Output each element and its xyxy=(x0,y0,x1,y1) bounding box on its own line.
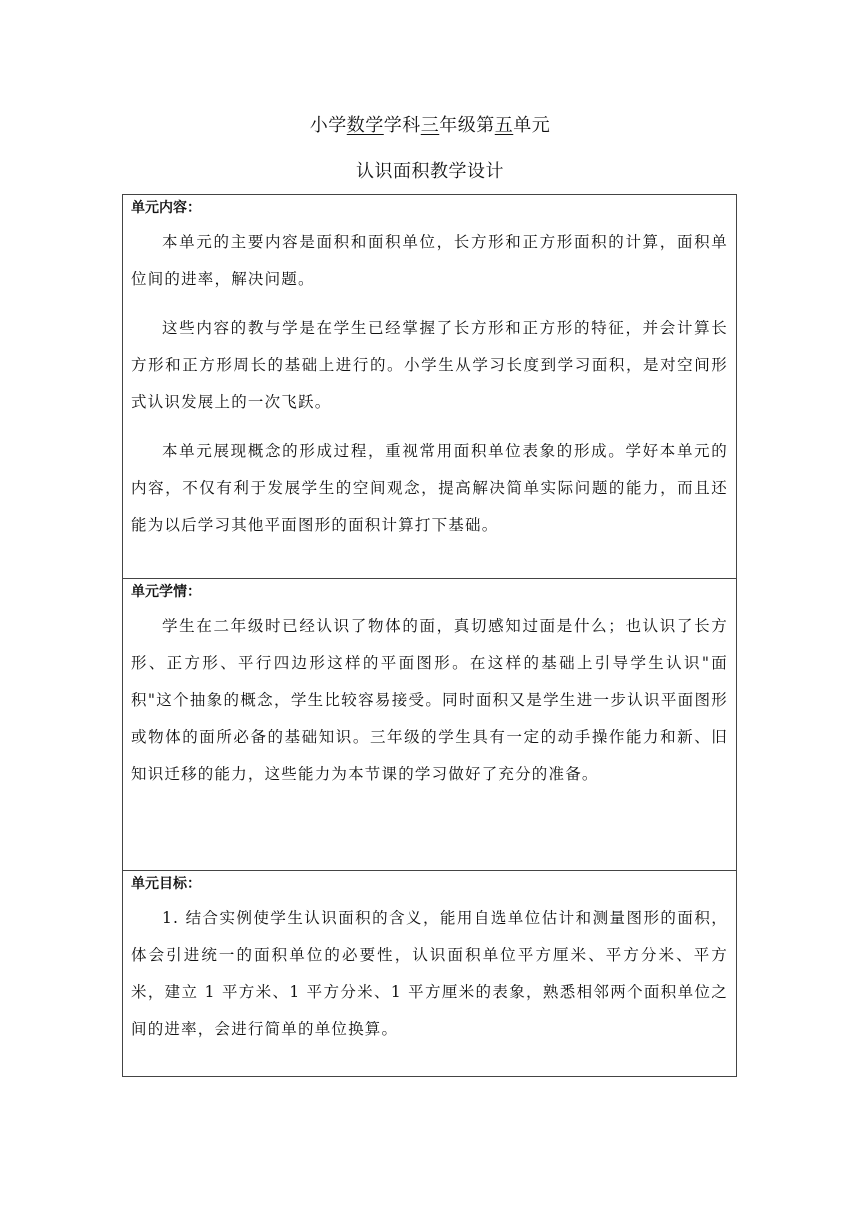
unit-content-heading: 单元内容： xyxy=(131,200,201,216)
document-title xyxy=(0,114,860,138)
title-subject: 数学 xyxy=(346,115,384,136)
unit-goals-paragraph: 1. 结合实例使学生认识面积的含义，能用自选单位估计和测量图形的面积，体会引进统一的面积单位的必要性，认识面积单位平方厘米、平方分米、平方米，建立 1 平方米、1 平方分米、1 平方厘米的表象，熟悉相邻两个面积单位之间的进率，会进行简单的单位换算。 xyxy=(131,909,728,1038)
title-grade: 三 xyxy=(420,115,440,136)
unit-content-paragraph: 这些内容的教与学是在学生已经掌握了长方形和正方形的特征，并会计算长方形和正方形周长的基础上进行的。小学生从学习长度到学习面积，是对空间形式认识发展上的一次飞跃。 xyxy=(131,319,728,411)
title-text-4: 单元 xyxy=(513,115,551,136)
unit-content-section xyxy=(123,195,736,579)
title-text-2: 学科 xyxy=(383,115,421,136)
unit-situation-paragraph: 学生在二年级时已经认识了物体的面，真切感知过面是什么；也认识了长方形、正方形、平行四边形这样的平面图形。在这样的基础上引导学生认识"面积"这个抽象的概念，学生比较容易接受。同时面积又是学生进一步认识平面图形或物体的面所必备的基础知识。三年级的学生具有一定的动手操作能力和新、旧知识迁移的能力，这些能力为本节课的学习做好了充分的准备。 xyxy=(131,617,728,783)
unit-content-paragraph: 本单元展现概念的形成过程，重视常用面积单位表象的形成。学好本单元的内容，不仅有利于发展学生的空间观念，提高解决简单实际问题的能力，而且还能为以后学习其他平面图形的面积计算打下基础。 xyxy=(131,442,728,534)
document-subtitle: 认识面积教学设计 xyxy=(356,161,504,182)
unit-situation-heading: 单元学情： xyxy=(131,584,201,600)
title-text-1: 小学 xyxy=(309,115,347,136)
unit-content-paragraph: 本单元的主要内容是面积和面积单位，长方形和正方形面积的计算，面积单位间的进率，解决问题。 xyxy=(131,233,728,288)
title-text-3: 年级第 xyxy=(439,115,495,136)
lesson-design-table xyxy=(122,194,737,1077)
unit-goals-heading: 单元目标： xyxy=(131,876,201,892)
title-unit: 五 xyxy=(494,115,514,136)
unit-goals-section xyxy=(123,871,736,1076)
unit-situation-section xyxy=(123,579,736,871)
